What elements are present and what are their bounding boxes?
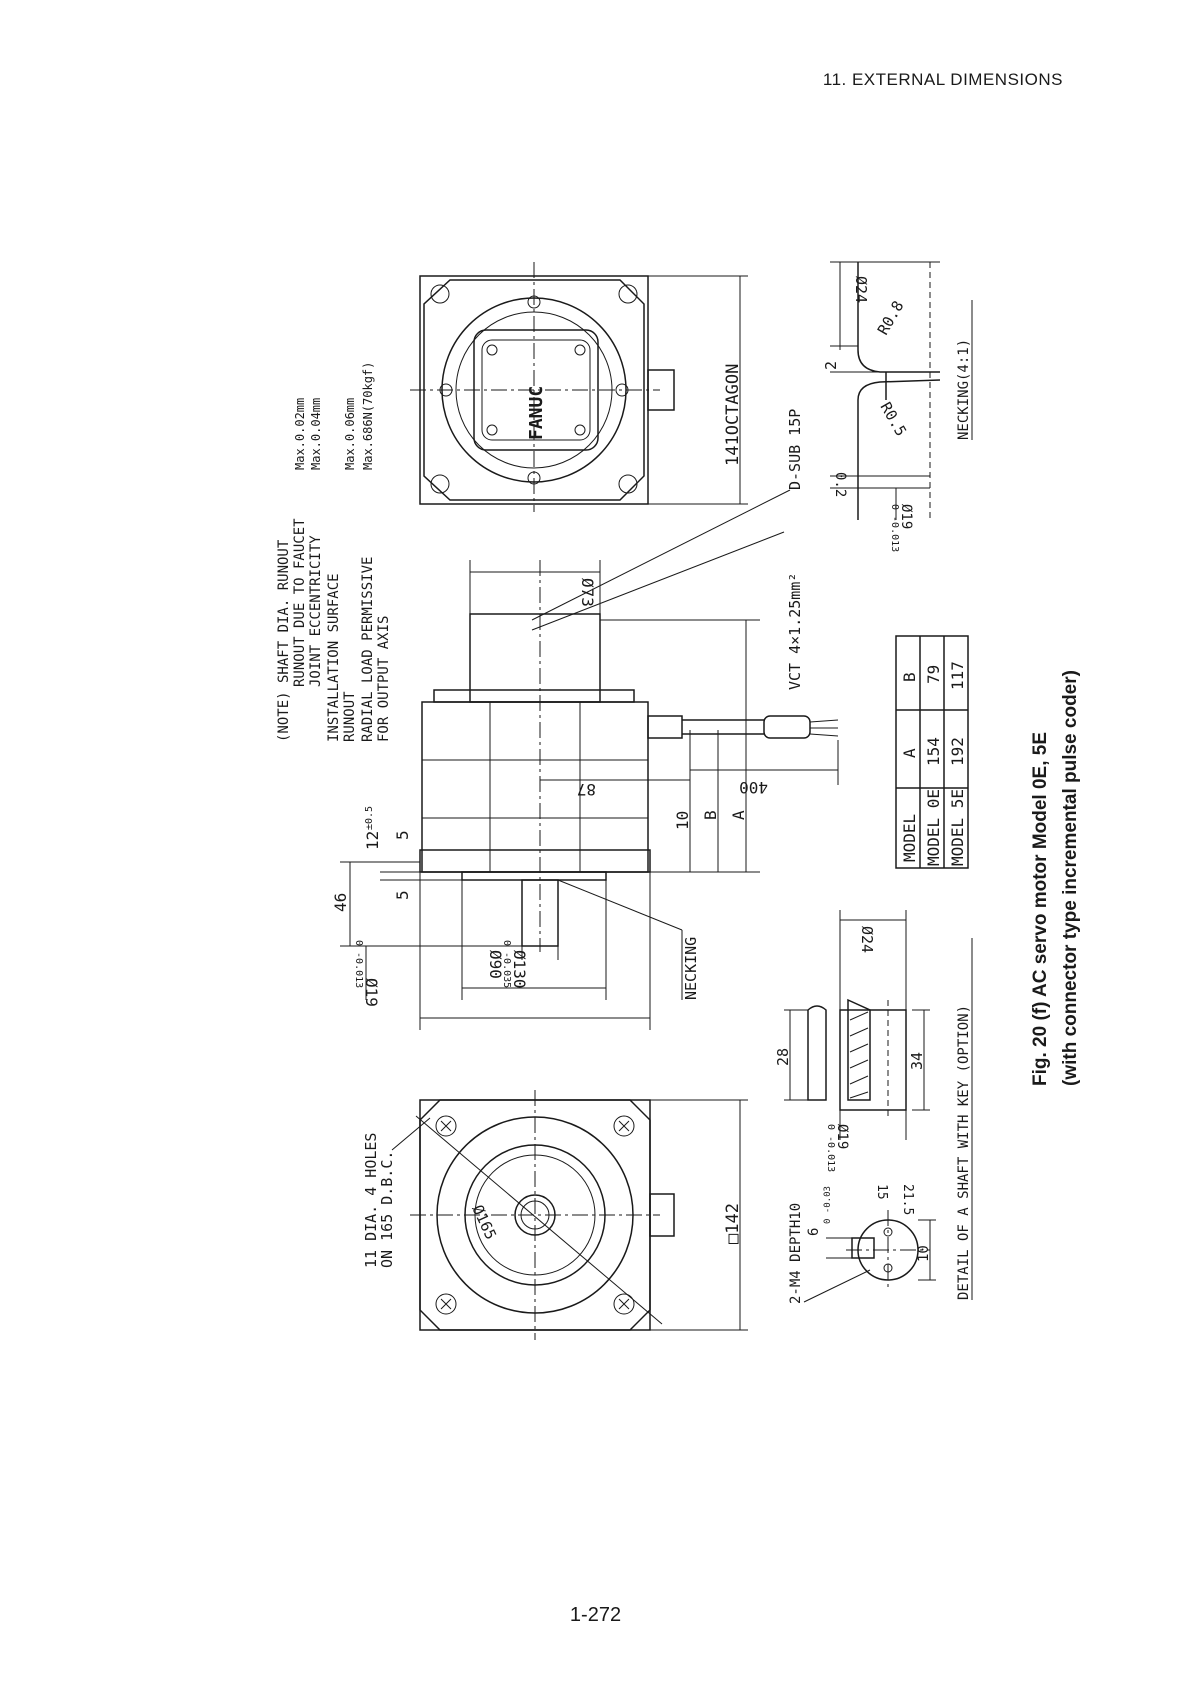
dimension-label: 15 (874, 1184, 889, 1200)
dimension-label: 34 (908, 1051, 926, 1070)
note-label: FOR OUTPUT AXIS (376, 615, 392, 742)
dimension-label: R0.5 (876, 399, 911, 440)
dimension-label: □142 (723, 1203, 743, 1244)
holes-note: ON 165 D.B.C. (378, 1150, 396, 1268)
dimension-label: 10 (916, 1245, 932, 1262)
dimension-tolerance: 0 -0.035 (501, 940, 512, 989)
table-header: MODEL (900, 813, 919, 862)
note-label: JOINT ECCENTRICITY (308, 535, 324, 687)
dimension-label: R0.8 (873, 297, 908, 338)
dimension-label: B (701, 810, 720, 820)
page-header: 11. EXTERNAL DIMENSIONS (822, 70, 1063, 89)
model-table (896, 636, 968, 868)
necking-detail (822, 262, 972, 552)
table-cell: MODEL 5E (948, 788, 967, 866)
detail-title: DETAIL OF A SHAFT WITH KEY (OPTION) (956, 1004, 972, 1300)
note-label: (NOTE) SHAFT DIA. RUNOUT (276, 539, 292, 742)
necking-label: NECKING (682, 936, 700, 1000)
dimension-label: Ø73 (578, 578, 597, 607)
dimension-label: 5 (393, 890, 412, 900)
dimension-tolerance: ±0.5 (364, 805, 375, 830)
table-cell: 79 (924, 664, 943, 684)
table-cell: 117 (948, 661, 967, 690)
note-label: INSTALLATION SURFACE (326, 573, 342, 742)
rear-view (410, 262, 674, 512)
dimension-label: Ø24 (858, 926, 876, 954)
octagon-dimension (648, 276, 748, 504)
detail-title: NECKING(4:1) (956, 338, 972, 440)
key-detail (774, 910, 972, 1304)
dimension-label: 2 (822, 360, 840, 370)
caption-line-1: Fig. 20 (f) AC servo motor Model 0E, 5E (1030, 731, 1051, 1086)
note-label: RUNOUT (342, 691, 358, 742)
figure-caption (1030, 670, 1081, 1086)
dimension-tolerance: 0 -0.013 (825, 1124, 836, 1173)
dimension-label: Ø165 (468, 1202, 500, 1243)
dimension-label: 46 (331, 892, 350, 912)
tap-label: 2-M4 DEPTH10 (788, 1202, 804, 1304)
note-value: Max.0.02mm (293, 397, 307, 470)
dimension-label: 0.2 (832, 472, 848, 498)
dimension-tolerance: 0 -0.013 (889, 504, 900, 553)
dimension-label: 12 (363, 830, 382, 850)
note-value: Max.686N(70kgf) (361, 361, 375, 470)
note-label: RADIAL LOAD PERMISSIVE (360, 556, 376, 742)
dimension-tolerance: 0 -0.03 (823, 1186, 833, 1224)
table-cell: 154 (924, 737, 943, 766)
table-header: B (900, 672, 919, 682)
notes-block (276, 362, 392, 742)
note-label: RUNOUT DUE TO FAUCET (292, 518, 308, 687)
dimension-label: Ø19 (834, 1124, 850, 1150)
dimension-label: 141OCTAGON (723, 363, 743, 466)
dimension-label: 21.5 (900, 1184, 915, 1216)
page-number: 1-272 (569, 1604, 622, 1626)
dimension-label: A (729, 810, 748, 820)
dimension-label: 6 (806, 1227, 822, 1236)
side-view (420, 560, 838, 952)
front-view (410, 1090, 674, 1340)
dimension-label: 5 (393, 830, 412, 840)
dimension-tolerance: 0 -0.013 (353, 940, 364, 989)
cable-label: VCT 4×1.25mm² (786, 572, 804, 690)
table-cell: 192 (948, 737, 967, 766)
dimension-label: Ø24 (852, 276, 870, 304)
dimension-label: 10 (673, 810, 692, 830)
table-cell: MODEL 0E (924, 788, 943, 866)
dimension-label: Ø130 (510, 950, 529, 989)
dimension-label: Ø19 (898, 504, 914, 530)
dimension-label: Ø90 (486, 950, 505, 979)
dimension-label: Ø19 (362, 978, 381, 1007)
caption-line-2: (with connector type incremental pulse coder) (1060, 670, 1081, 1086)
dimension-label: 87 (576, 780, 596, 799)
connector-label: D-SUB 15P (786, 408, 804, 490)
note-value: Max.0.06mm (343, 397, 357, 470)
brand-logo: FANUC (526, 385, 547, 440)
note-value: Max.0.04mm (309, 397, 323, 470)
holes-note: 11 DIA. 4 HOLES (362, 1132, 380, 1268)
table-header: A (900, 748, 919, 758)
dimension-label: 28 (774, 1047, 792, 1066)
dimension-label: 400 (739, 778, 768, 797)
